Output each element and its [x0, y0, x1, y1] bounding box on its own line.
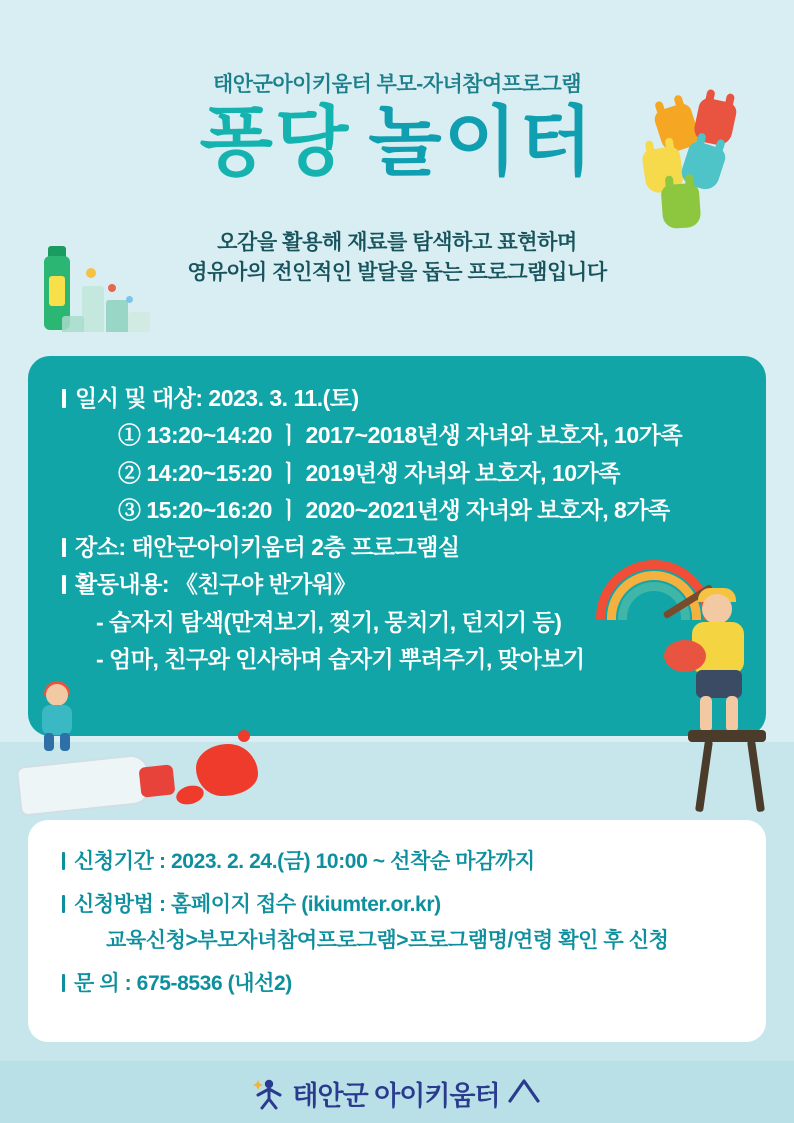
paint-tube-neck-icon [139, 764, 176, 797]
paint-splat-icon [196, 744, 258, 796]
footer [0, 1074, 794, 1116]
detail-line-session-3 [62, 492, 732, 529]
paint-bottle-label-icon [49, 276, 65, 306]
program-tagline [0, 228, 794, 289]
paint-cylinder-icon [82, 286, 104, 332]
bullet-bar-icon [62, 852, 65, 870]
detail-line-datetime [62, 380, 732, 417]
application-method-value[interactable]: 홈페이지 접수 (ikiumter.or.kr) [171, 892, 441, 916]
contact-row [62, 968, 732, 1001]
application-period-value: 2023. 2. 24.(금) 10:00 ~ 선착순 마감까지 [171, 850, 535, 873]
bullet-bar-icon [62, 974, 65, 992]
detail-line-session-2 [62, 455, 732, 492]
detail-line-location [62, 529, 732, 566]
paint-palette-icon [664, 640, 706, 672]
detail-line-text: 일시 및 대상: 2023. 3. 11.(토) [75, 385, 359, 411]
application-method-row [62, 889, 732, 922]
bullet-bar-icon [62, 538, 66, 557]
application-period-label: 신청기간 : [74, 850, 166, 873]
paint-cylinder-icon [62, 316, 84, 332]
detail-line-text: 장소: 태안군아이키움터 2층 프로그램실 [75, 534, 460, 560]
application-method-path: 교육신청>부모자녀참여프로그램>프로그램명/연령 확인 후 신청 [106, 929, 669, 953]
house-roof-icon [506, 1075, 542, 1112]
paint-cylinder-icon [128, 312, 150, 332]
paint-splat-dot-icon [238, 730, 250, 742]
organization-logo [252, 1074, 541, 1113]
bullet-bar-icon [62, 389, 66, 408]
application-period-row [62, 846, 732, 879]
paint-dot-icon [108, 284, 116, 292]
detail-line-text: - 엄마, 친구와 인사하며 습자기 뿌려주기, 맞아보기 [96, 645, 585, 672]
child-illustration [36, 684, 82, 754]
application-info-card [28, 820, 766, 1042]
bullet-bar-icon [62, 575, 66, 594]
star-person-icon [252, 1076, 286, 1110]
program-owner-subtitle: 태안군아이키움터 부모-자녀참여프로그램 [213, 73, 581, 96]
detail-line-activity-item-2 [62, 641, 732, 678]
paint-dot-icon [86, 268, 96, 278]
detail-line-text: ② 14:20~15:20 ㅣ 2019년생 자녀와 보호자, 10가족 [118, 459, 620, 486]
painter-head-icon [702, 594, 732, 624]
painter-pants-icon [696, 670, 742, 698]
organization-logo-text: 태안군 아이키움터 [292, 1080, 500, 1111]
program-details-card [28, 356, 766, 736]
contact-value: 675-8536 (내선2) [136, 971, 292, 995]
application-method-label: 신청방법 : [74, 892, 166, 916]
paint-cylinder-icon [106, 300, 128, 332]
detail-line-text: - 습자지 탐색(만져보기, 찢기, 뭉치기, 던지기 등) [96, 608, 562, 635]
tagline-line-1: 오감을 활용해 재료를 탐색하고 표현하며 [217, 231, 577, 254]
paint-dot-icon [126, 296, 133, 303]
title-word-2: 놀이터 [368, 100, 595, 185]
contact-label: 문 의 : [74, 971, 132, 995]
detail-line-session-1 [62, 417, 732, 454]
tagline-line-2: 영유아의 전인적인 발달을 돕는 프로그램입니다 [187, 261, 607, 285]
title-word-1: 퐁당 [199, 100, 351, 185]
painter-leg-icon [726, 696, 738, 732]
detail-line-text: ③ 15:20~16:20 ㅣ 2020~2021년생 자녀와 보호자, 8가족 [118, 496, 670, 523]
bullet-bar-icon [62, 895, 65, 913]
handprints-icon [640, 100, 760, 220]
detail-line-text: ① 13:20~14:20 ㅣ 2017~2018년생 자녀와 보호자, 10가족 [118, 422, 683, 449]
detail-line-text: 활동내용: 《친구야 반가워》 [75, 571, 357, 598]
painter-leg-icon [700, 696, 712, 732]
